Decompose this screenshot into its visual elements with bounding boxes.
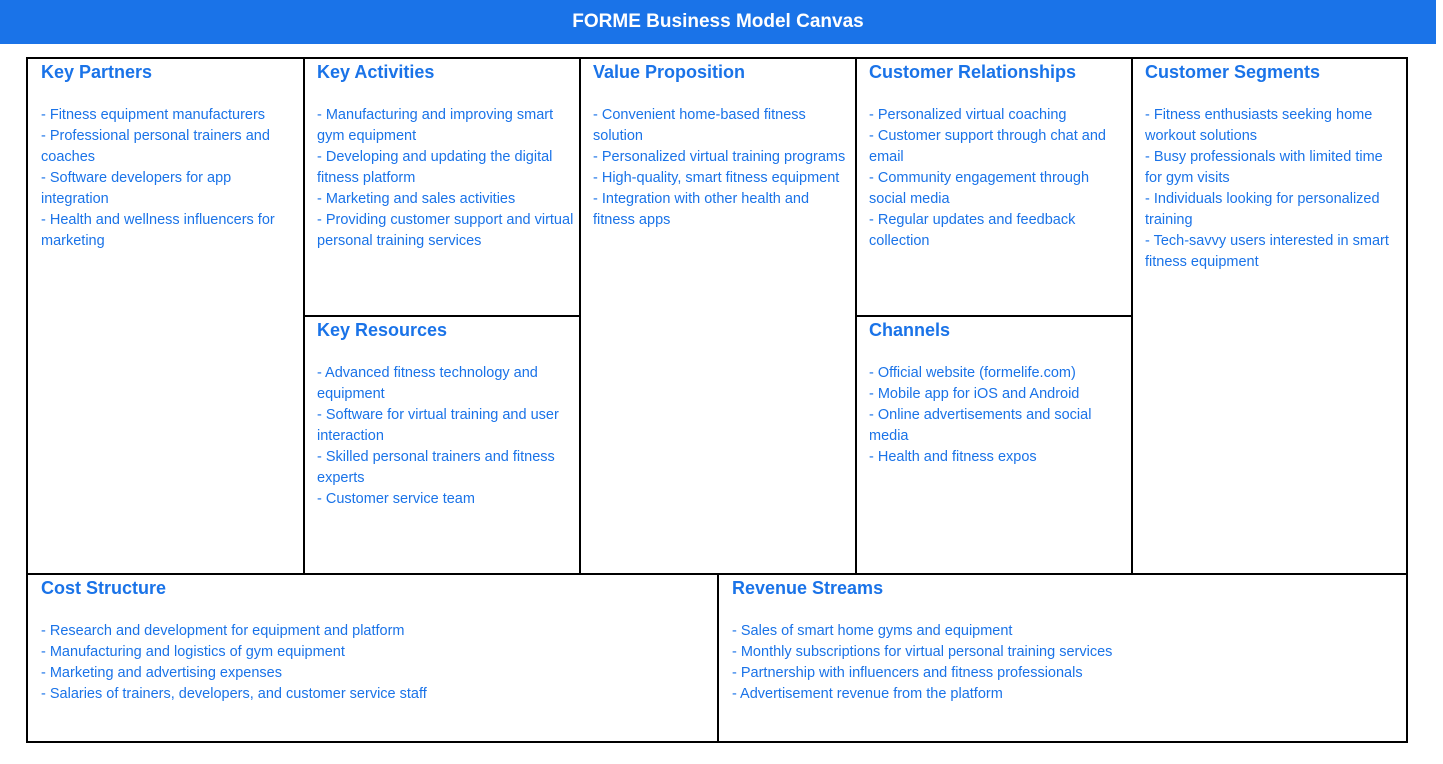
key-activities-section — [305, 59, 581, 317]
cost-structure-section — [28, 575, 719, 741]
list-item: - Tech-savvy users interested in smart fitness equipment — [1145, 233, 1389, 270]
list-item: - Marketing and sales activities — [317, 191, 516, 207]
key-resources-list — [317, 363, 575, 510]
list-item: - Integration with other health and fitness apps — [593, 191, 810, 228]
key-partners-list — [41, 105, 299, 252]
channels-list — [869, 363, 1127, 468]
list-item: - Official website (formelife.com) — [869, 365, 1076, 381]
channels-section — [857, 317, 1133, 575]
list-item: - Salaries of trainers, developers, and customer service staff — [41, 686, 427, 702]
list-item: - High-quality, smart fitness equipment — [593, 170, 840, 186]
title-bar — [0, 0, 1436, 44]
value-proposition-section — [581, 59, 857, 575]
list-item: - Research and development for equipment and platform — [41, 623, 405, 639]
list-item: - Advanced fitness technology and equipment — [317, 365, 538, 402]
channels-heading: Channels — [869, 320, 951, 340]
list-item: - Customer service team — [317, 491, 475, 507]
canvas-title: FORME Business Model Canvas — [572, 11, 864, 32]
list-item: - Monthly subscriptions for virtual personal training services — [732, 644, 1113, 660]
cost-structure-heading: Cost Structure — [41, 578, 167, 598]
value-proposition-list — [593, 105, 851, 231]
customer-segments-heading: Customer Segments — [1145, 62, 1321, 82]
list-item: - Individuals looking for personalized training — [1145, 191, 1380, 228]
list-item: - Fitness enthusiasts seeking home workout solutions — [1145, 107, 1373, 144]
key-activities-heading: Key Activities — [317, 62, 435, 82]
list-item: - Personalized virtual training programs — [593, 149, 846, 165]
business-model-canvas — [26, 57, 1408, 743]
key-resources-heading: Key Resources — [317, 320, 448, 340]
list-item: - Software developers for app integration — [41, 170, 232, 207]
list-item: - Advertisement revenue from the platform — [732, 686, 1003, 702]
customer-relationships-section — [857, 59, 1133, 317]
list-item: - Convenient home-based fitness solution — [593, 107, 806, 144]
customer-relationships-list — [869, 105, 1127, 252]
list-item: - Manufacturing and improving smart gym equipment — [317, 107, 554, 144]
customer-segments-section — [1133, 59, 1406, 575]
revenue-streams-list — [732, 621, 1402, 705]
list-item: - Marketing and advertising expenses — [41, 665, 282, 681]
list-item: - Fitness equipment manufacturers — [41, 107, 266, 123]
list-item: - Health and wellness influencers for marketing — [41, 212, 275, 249]
key-partners-heading: Key Partners — [41, 62, 153, 82]
list-item: - Mobile app for iOS and Android — [869, 386, 1080, 402]
list-item: - Skilled personal trainers and fitness experts — [317, 449, 555, 486]
list-item: - Busy professionals with limited time for gym visits — [1145, 149, 1383, 186]
customer-relationships-heading: Customer Relationships — [869, 62, 1077, 82]
list-item: - Software for virtual training and user interaction — [317, 407, 559, 444]
list-item: - Sales of smart home gyms and equipment — [732, 623, 1013, 639]
list-item: - Customer support through chat and email — [869, 128, 1106, 165]
list-item: - Manufacturing and logistics of gym equipment — [41, 644, 345, 660]
list-item: - Providing customer support and virtual personal training services — [317, 212, 574, 249]
revenue-streams-heading: Revenue Streams — [732, 578, 884, 598]
key-partners-section — [28, 59, 305, 575]
key-resources-section — [305, 317, 581, 575]
list-item: - Developing and updating the digital fitness platform — [317, 149, 553, 186]
list-item: - Regular updates and feedback collection — [869, 212, 1076, 249]
list-item: - Partnership with influencers and fitness professionals — [732, 665, 1083, 681]
revenue-streams-section — [719, 575, 1406, 741]
value-proposition-heading: Value Proposition — [593, 62, 746, 82]
list-item: - Professional personal trainers and coaches — [41, 128, 270, 165]
customer-segments-list — [1145, 105, 1402, 273]
cost-structure-list — [41, 621, 713, 705]
list-item: - Health and fitness expos — [869, 449, 1037, 465]
list-item: - Online advertisements and social media — [869, 407, 1092, 444]
list-item: - Personalized virtual coaching — [869, 107, 1067, 123]
key-activities-list — [317, 105, 575, 252]
list-item: - Community engagement through social media — [869, 170, 1090, 207]
